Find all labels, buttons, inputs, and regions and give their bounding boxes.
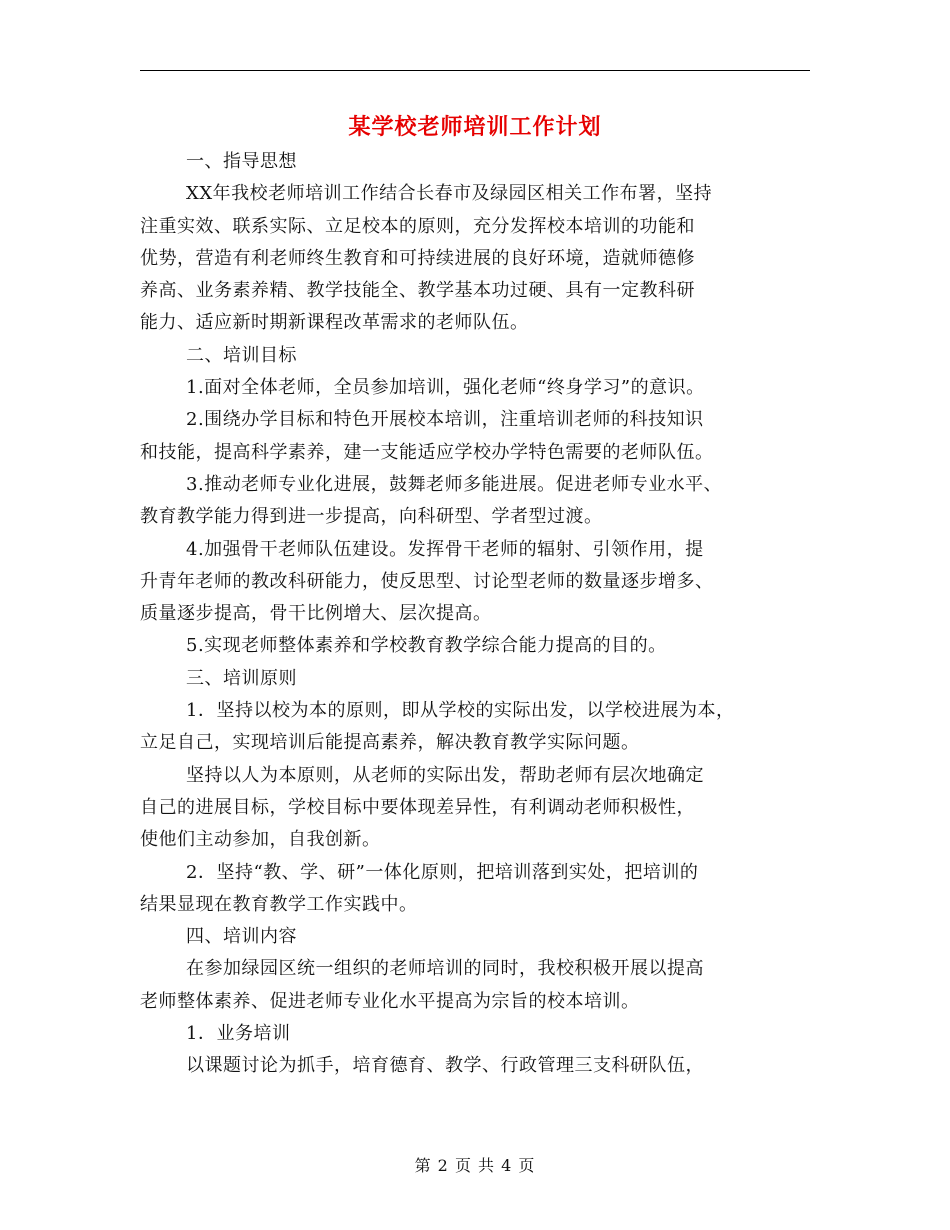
document-body	[140, 146, 820, 1083]
text-line: 结果显现在教育教学工作实践中。	[140, 893, 418, 915]
text-line: 2．坚持“教、学、研”一体化原则，把培训落到实处，把培训的	[186, 861, 699, 883]
text-line: 升青年老师的教改科研能力，使反思型、讨论型老师的数量逐步增多、	[140, 570, 714, 592]
header-rule	[140, 70, 810, 71]
document-title: 某学校老师培训工作计划	[348, 114, 602, 140]
text-line: 1.面对全体老师，全员参加培训，强化老师“终身学习”的意识。	[186, 377, 705, 399]
text-line: 使他们主动参加，自我创新。	[140, 829, 381, 851]
page-footer: 第 2 页 共 4 页	[414, 1156, 536, 1175]
text-line: 四、培训内容	[186, 926, 297, 948]
text-line: 教育教学能力得到进一步提高，向科研型、学者型过渡。	[140, 506, 603, 528]
text-line: 三、培训原则	[186, 667, 297, 689]
text-line: 1．业务培训	[186, 1023, 291, 1045]
text-line: 和技能，提高科学素养，建一支能适应学校办学特色需要的老师队伍。	[140, 441, 714, 463]
text-line: 注重实效、联系实际、立足校本的原则，充分发挥校本培训的功能和	[140, 215, 695, 237]
text-line: 4.加强骨干老师队伍建设。发挥骨干老师的辐射、引领作用，提	[186, 538, 704, 560]
text-line: 2.围绕办学目标和特色开展校本培训，注重培训老师的科技知识	[186, 409, 704, 431]
text-line: 自己的进展目标，学校目标中要体现差异性，有利调动老师积极性，	[140, 796, 695, 818]
text-line: 以课题讨论为抓手，培育德育、教学、行政管理三支科研队伍，	[186, 1055, 704, 1077]
text-line: 3.推动老师专业化进展，鼓舞老师多能进展。促进老师专业水平、	[186, 473, 723, 495]
text-line: 能力、适应新时期新课程改革需求的老师队伍。	[140, 312, 529, 334]
text-line: 在参加绿园区统一组织的老师培训的同时，我校积极开展以提高	[186, 958, 704, 980]
text-line: 二、培训目标	[186, 344, 297, 366]
text-line: XX年我校老师培训工作结合长春市及绿园区相关工作布署，坚持	[186, 183, 713, 205]
text-line: 5.实现老师整体素养和学校教育教学综合能力提高的目的。	[186, 635, 667, 657]
text-line: 一、指导思想	[186, 151, 297, 172]
text-line: 坚持以人为本原则，从老师的实际出发，帮助老师有层次地确定	[186, 764, 704, 786]
text-line: 1．坚持以校为本的原则，即从学校的实际出发，以学校进展为本，	[186, 700, 735, 722]
text-line: 养高、业务素养精、教学技能全、教学基本功过硬、具有一定教科研	[140, 280, 695, 302]
text-line: 质量逐步提高，骨干比例增大、层次提高。	[140, 603, 492, 625]
text-line: 优势，营造有利老师终生教育和可持续进展的良好环境，造就师德修	[140, 247, 695, 269]
text-line: 立足自己，实现培训后能提高素养，解决教育教学实际问题。	[140, 732, 640, 754]
text-line: 老师整体素养、促进老师专业化水平提高为宗旨的校本培训。	[140, 990, 640, 1012]
